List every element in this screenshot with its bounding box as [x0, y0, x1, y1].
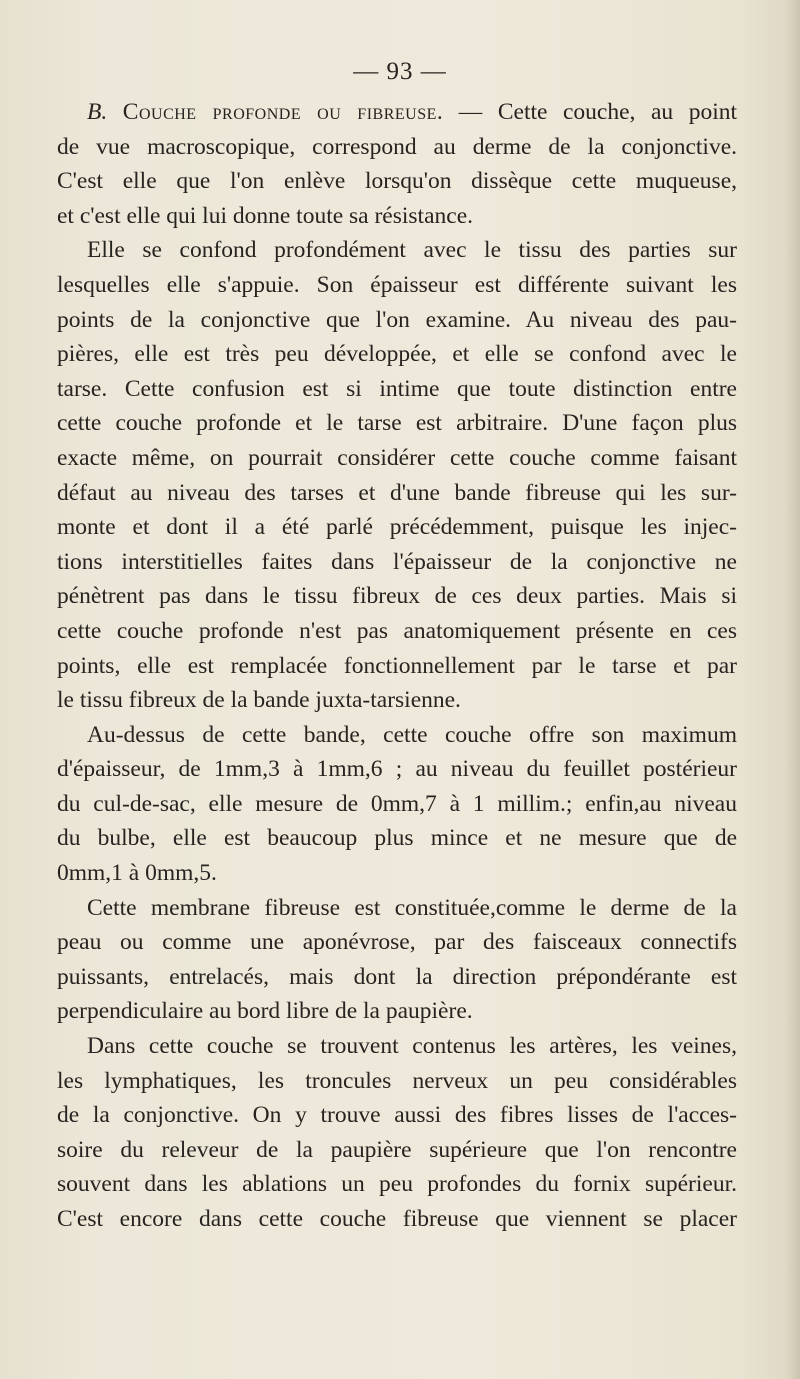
text-line-2: de vue macroscopique, correspond au derme de la conjonctive.	[57, 133, 737, 160]
text-line-10: cette couche profonde et le tarse est arbitraire. D'une façon plus	[57, 410, 737, 437]
text-line-24: Cette membrane fibreuse est constituée,comme le derme de la	[87, 894, 737, 921]
text-line-8: pières, elle est très peu développée, et elle se confond avec le	[57, 341, 737, 368]
text-line-32: souvent dans les ablations un peu profondes du fornix supérieur.	[57, 1171, 737, 1198]
text-line-18: le tissu fibreux de la bande juxta-tarsienne.	[57, 687, 461, 714]
text-line-28: Dans cette couche se trouvent contenus les artères, les veines,	[87, 1033, 737, 1060]
text-line-31: soire du releveur de la paupière supérieure que l'on rencontre	[57, 1136, 737, 1163]
text-line-4: et c'est elle qui lui donne toute sa résistance.	[57, 202, 474, 229]
text-line-19: Au-dessus de cette bande, cette couche offre son maximum	[87, 721, 737, 748]
text-line-1	[57, 95, 737, 130]
text-line-3: C'est elle que l'on enlève lorsqu'on dissèque cette muqueuse,	[57, 168, 737, 195]
section-title: Couche profonde ou fibreuse.	[122, 99, 444, 125]
text-line-20: d'épaisseur, de 1mm,3 à 1mm,6 ; au niveau du feuillet postérieur	[57, 756, 737, 783]
text-line-21: du cul-de-sac, elle mesure de 0mm,7 à 1 millim.; enfin,au niveau	[57, 790, 737, 817]
text-line-26: puissants, entrelacés, mais dont la direction prépondérante est	[57, 963, 737, 990]
text-line-30: de la conjonctive. On y trouve aussi des fibres lisses de l'acces-	[57, 1102, 737, 1129]
text-line-5: Elle se confond profondément avec le tissu des parties sur	[87, 237, 737, 264]
text-line-6: lesquelles elle s'appuie. Son épaisseur est différente suivant les	[57, 271, 737, 298]
text-line-29: les lymphatiques, les troncules nerveux un peu considérables	[57, 1067, 737, 1094]
text-line-27: perpendiculaire au bord libre de la paupière.	[57, 998, 473, 1025]
text-line-22: du bulbe, elle est beaucoup plus mince et ne mesure que de	[57, 825, 737, 852]
text-line-17: points, elle est remplacée fonctionnellement par le tarse et par	[57, 652, 737, 679]
text-line-25: peau ou comme une aponévrose, par des faisceaux connectifs	[57, 929, 737, 956]
heading-dash: —	[443, 99, 498, 125]
page-number: — 93 —	[353, 58, 447, 85]
text-line-7: points de la conjonctive que l'on examine. Au niveau des pau-	[57, 306, 737, 333]
text-line-9: tarse. Cette confusion est si intime que toute distinction entre	[57, 375, 737, 402]
text-line-33: C'est encore dans cette couche fibreuse que viennent se placer	[57, 1206, 737, 1232]
text-line-15: pénètrent pas dans le tissu fibreux de ces deux parties. Mais si	[57, 583, 737, 610]
text-line-12: défaut au niveau des tarses et d'une bande fibreuse qui les sur-	[57, 479, 737, 506]
page-edge-shadow	[786, 0, 800, 1379]
text-line-23: 0mm,1 à 0mm,5.	[57, 860, 217, 887]
text-line-14: tions interstitielles faites dans l'épaisseur de la conjonctive ne	[57, 548, 737, 575]
text-line-11: exacte même, on pourrait considérer cette couche comme faisant	[57, 444, 737, 471]
section-letter: B.	[87, 99, 108, 125]
text-line-1-rest: Cette couche, au point	[497, 99, 738, 125]
text-line-16: cette couche profonde n'est pas anatomiquement présente en ces	[57, 617, 737, 644]
body-text	[57, 95, 737, 1237]
text-line-13: monte et dont il a été parlé précédemment, puisque les injec-	[57, 514, 737, 541]
